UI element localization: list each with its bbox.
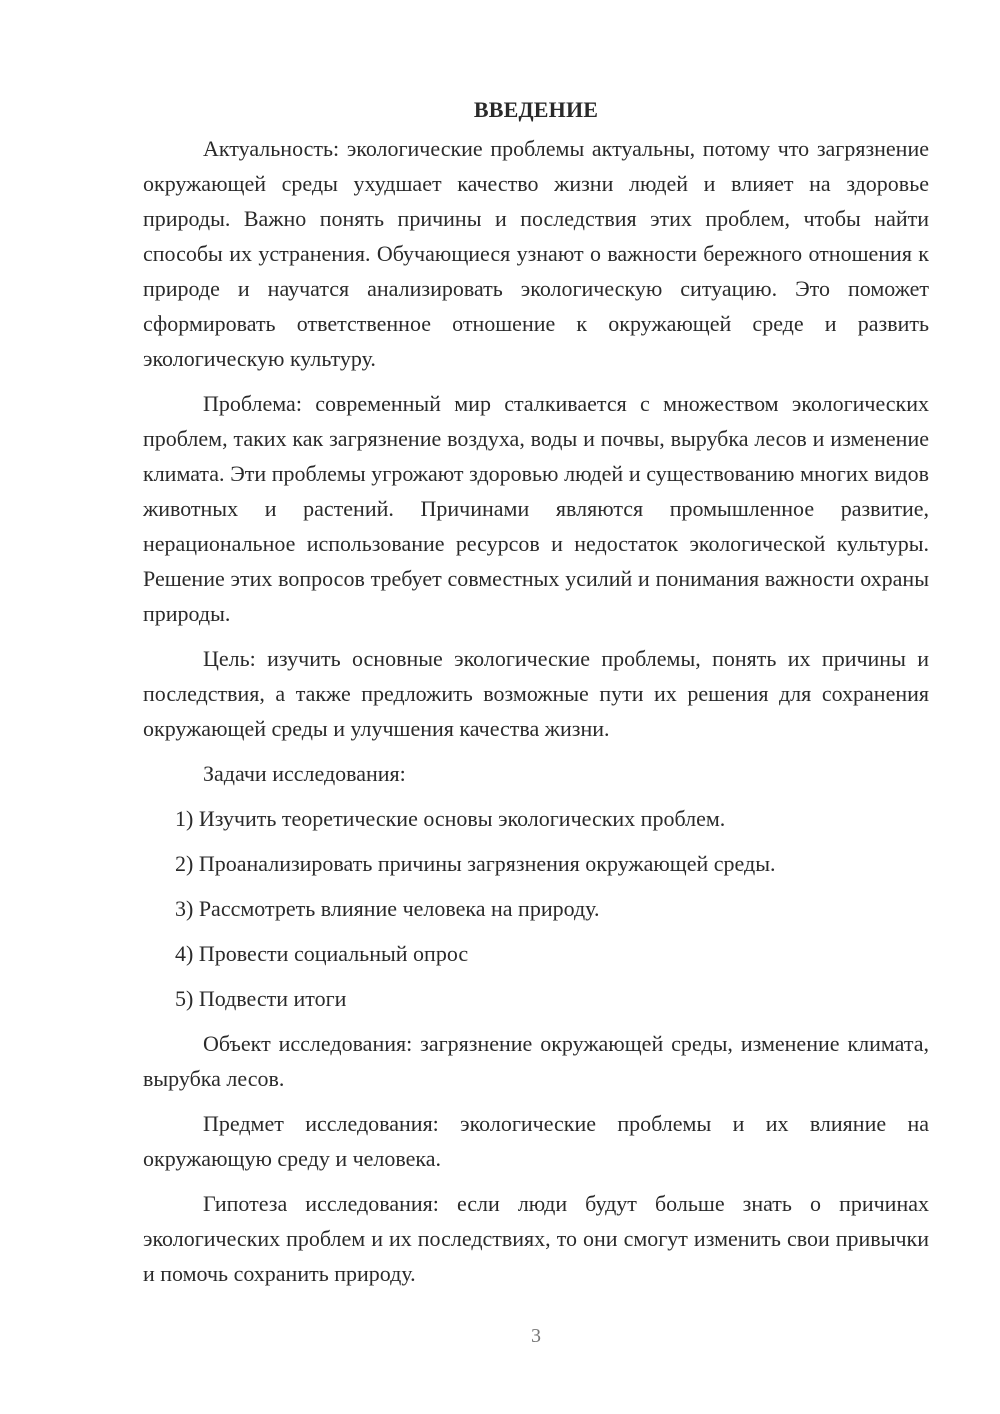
paragraph-goal: Цель: изучить основные экологические проблемы, понять их причины и последствия, а также предложить возможные пути их решения для сохранения окружающей среды и улучшения качества жизни. — [143, 646, 929, 741]
tasks-heading: Задачи исследования: — [203, 761, 406, 786]
list-item: 1) Изучить теоретические основы экологических проблем. — [175, 806, 726, 831]
page-title: ВВЕДЕНИЕ — [473, 97, 599, 122]
paragraph-hypothesis: Гипотеза исследования: если люди будут больше знать о причинах экологических проблем и их последствиях, то они смогут изменить свои привычки и помочь сохранить природу. — [143, 1191, 929, 1286]
list-item: 3) Рассмотреть влияние человека на природу. — [175, 896, 600, 921]
list-item: 5) Подвести итоги — [175, 986, 347, 1011]
tasks-list — [143, 801, 929, 1016]
page-number: 3 — [531, 1325, 541, 1347]
document-page — [143, 95, 929, 1301]
paragraph-relevance: Актуальность: экологические проблемы актуальны, потому что загрязнение окружающей среды ухудшает качество жизни людей и влияет на здоровье природы. Важно понять причины и последствия этих проблем, чтобы найти способы их устранения. Обучающиеся узнают о важности бережного отношения к природе и научатся анализировать экологическую ситуацию. Это поможет сформировать ответственное отношение к окружающей среде и развить экологическую культуру. — [143, 136, 929, 371]
list-item: 4) Провести социальный опрос — [175, 941, 469, 966]
paragraph-object: Объект исследования: загрязнение окружающей среды, изменение климата, вырубка лесов. — [143, 1031, 929, 1091]
list-item: 2) Проанализировать причины загрязнения окружающей среды. — [175, 851, 776, 876]
paragraph-problem: Проблема: современный мир сталкивается с множеством экологических проблем, таких как загрязнение воздуха, воды и почвы, вырубка лесов и изменение климата. Эти проблемы угрожают здоровью людей и существованию многих видов животных и растений. Причинами являются промышленное развитие, нерациональное использование ресурсов и недостаток экологической культуры. Решение этих вопросов требует совместных усилий и понимания важности охраны природы. — [143, 391, 929, 626]
paragraph-subject: Предмет исследования: экологические проблемы и их влияние на окружающую среду и человека. — [143, 1111, 929, 1171]
